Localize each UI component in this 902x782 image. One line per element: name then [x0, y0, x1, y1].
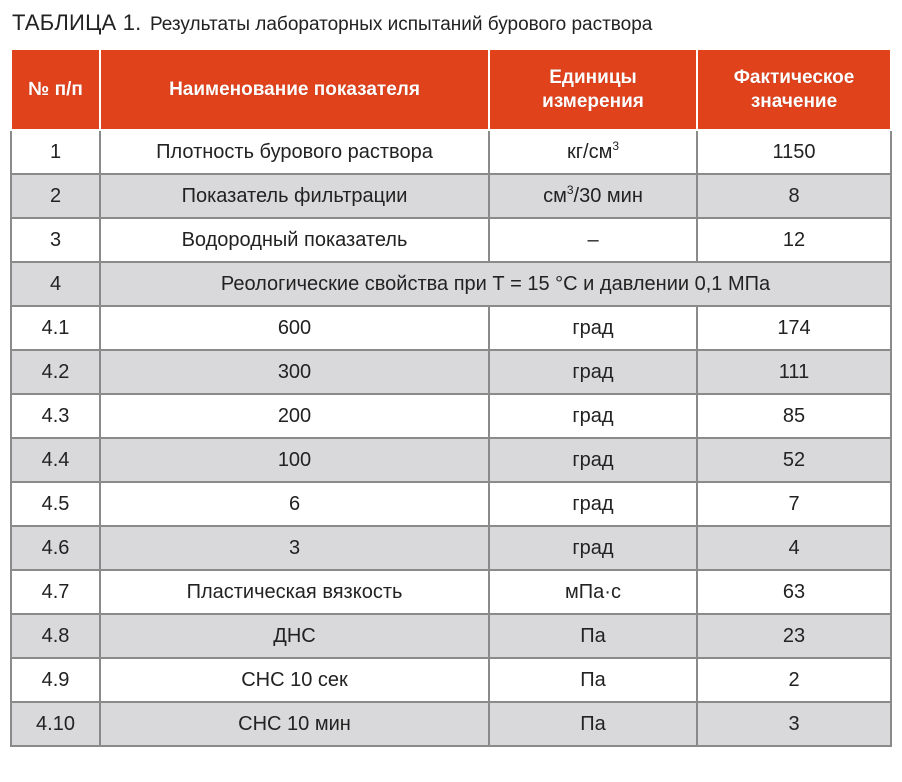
unit-suffix: /30 мин — [573, 184, 643, 207]
unit-text: град — [572, 448, 614, 471]
results-table — [10, 48, 892, 747]
cell-value: 8 — [697, 174, 891, 218]
cell-name: 100 — [100, 438, 489, 482]
unit-text: град — [572, 536, 614, 559]
unit-text: град — [572, 316, 614, 339]
cell-unit — [489, 614, 697, 658]
cell-name: 6 — [100, 482, 489, 526]
cell-value: 85 — [697, 394, 891, 438]
cell-num: 4.6 — [11, 526, 100, 570]
table-row — [11, 218, 891, 262]
cell-name: 3 — [100, 526, 489, 570]
header-name: Наименование показателя — [100, 49, 489, 130]
cell-unit — [489, 130, 697, 174]
header-num: № п/п — [11, 49, 100, 130]
table-row — [11, 702, 891, 746]
cell-name: 200 — [100, 394, 489, 438]
cell-name: СНС 10 сек — [100, 658, 489, 702]
cell-value: 174 — [697, 306, 891, 350]
cell-value: 52 — [697, 438, 891, 482]
cell-num: 1 — [11, 130, 100, 174]
cell-name: 300 — [100, 350, 489, 394]
cell-value: 111 — [697, 350, 891, 394]
cell-name: Водородный показатель — [100, 218, 489, 262]
cell-num: 4.9 — [11, 658, 100, 702]
cell-num: 4.3 — [11, 394, 100, 438]
unit-text: град — [572, 360, 614, 383]
table-row — [11, 306, 891, 350]
cell-unit — [489, 306, 697, 350]
cell-num: 3 — [11, 218, 100, 262]
cell-name: Пластическая вязкость — [100, 570, 489, 614]
table-row — [11, 130, 891, 174]
unit-text: град — [572, 492, 614, 515]
table-body — [11, 130, 891, 746]
cell-value: 2 — [697, 658, 891, 702]
cell-num: 2 — [11, 174, 100, 218]
cell-unit — [489, 702, 697, 746]
unit-text: град — [572, 404, 614, 427]
cell-num: 4.8 — [11, 614, 100, 658]
unit-text: мПа·с — [565, 580, 621, 603]
table-row — [11, 438, 891, 482]
cell-merged-section: Реологические свойства при Т = 15 °С и давлении 0,1 МПа — [100, 262, 891, 306]
cell-value: 12 — [697, 218, 891, 262]
cell-name: ДНС — [100, 614, 489, 658]
header-row — [11, 49, 891, 130]
unit-text: – — [587, 228, 599, 251]
cell-num: 4.4 — [11, 438, 100, 482]
table-row — [11, 350, 891, 394]
table-row — [11, 262, 891, 306]
table-caption — [12, 8, 652, 38]
cell-num: 4.2 — [11, 350, 100, 394]
cell-value: 23 — [697, 614, 891, 658]
unit-text: Па — [580, 624, 606, 647]
cell-value: 3 — [697, 702, 891, 746]
table-row — [11, 394, 891, 438]
header-unit: Единицы измерения — [489, 49, 697, 130]
cell-value: 7 — [697, 482, 891, 526]
table-row — [11, 526, 891, 570]
cell-value: 1150 — [697, 130, 891, 174]
table-row — [11, 482, 891, 526]
cell-unit — [489, 482, 697, 526]
cell-unit — [489, 218, 697, 262]
cell-name: 600 — [100, 306, 489, 350]
cell-value: 4 — [697, 526, 891, 570]
cell-num: 4.10 — [11, 702, 100, 746]
cell-unit — [489, 174, 697, 218]
cell-unit — [489, 438, 697, 482]
table-row — [11, 614, 891, 658]
cell-num: 4.5 — [11, 482, 100, 526]
table-row — [11, 658, 891, 702]
table-caption-title: Результаты лабораторных испытаний бурового раствора — [149, 14, 653, 35]
cell-unit — [489, 350, 697, 394]
cell-num: 4 — [11, 262, 100, 306]
unit-text: Па — [580, 712, 606, 735]
cell-unit — [489, 658, 697, 702]
unit-text: кг/см — [566, 140, 613, 163]
cell-unit — [489, 526, 697, 570]
unit-text: см — [543, 184, 567, 207]
table-row — [11, 174, 891, 218]
cell-unit — [489, 394, 697, 438]
cell-num: 4.1 — [11, 306, 100, 350]
table-row — [11, 570, 891, 614]
unit-superscript: 3 — [566, 182, 574, 197]
cell-num: 4.7 — [11, 570, 100, 614]
cell-unit — [489, 570, 697, 614]
unit-text: Па — [580, 668, 606, 691]
header-value: Фактическое значение — [697, 49, 891, 130]
cell-name: Плотность бурового раствора — [100, 130, 489, 174]
table-caption-label: ТАБЛИЦА 1. — [12, 10, 142, 35]
table-header — [11, 49, 891, 130]
cell-name: СНС 10 мин — [100, 702, 489, 746]
cell-name: Показатель фильтрации — [100, 174, 489, 218]
unit-superscript: 3 — [612, 138, 620, 153]
cell-value: 63 — [697, 570, 891, 614]
